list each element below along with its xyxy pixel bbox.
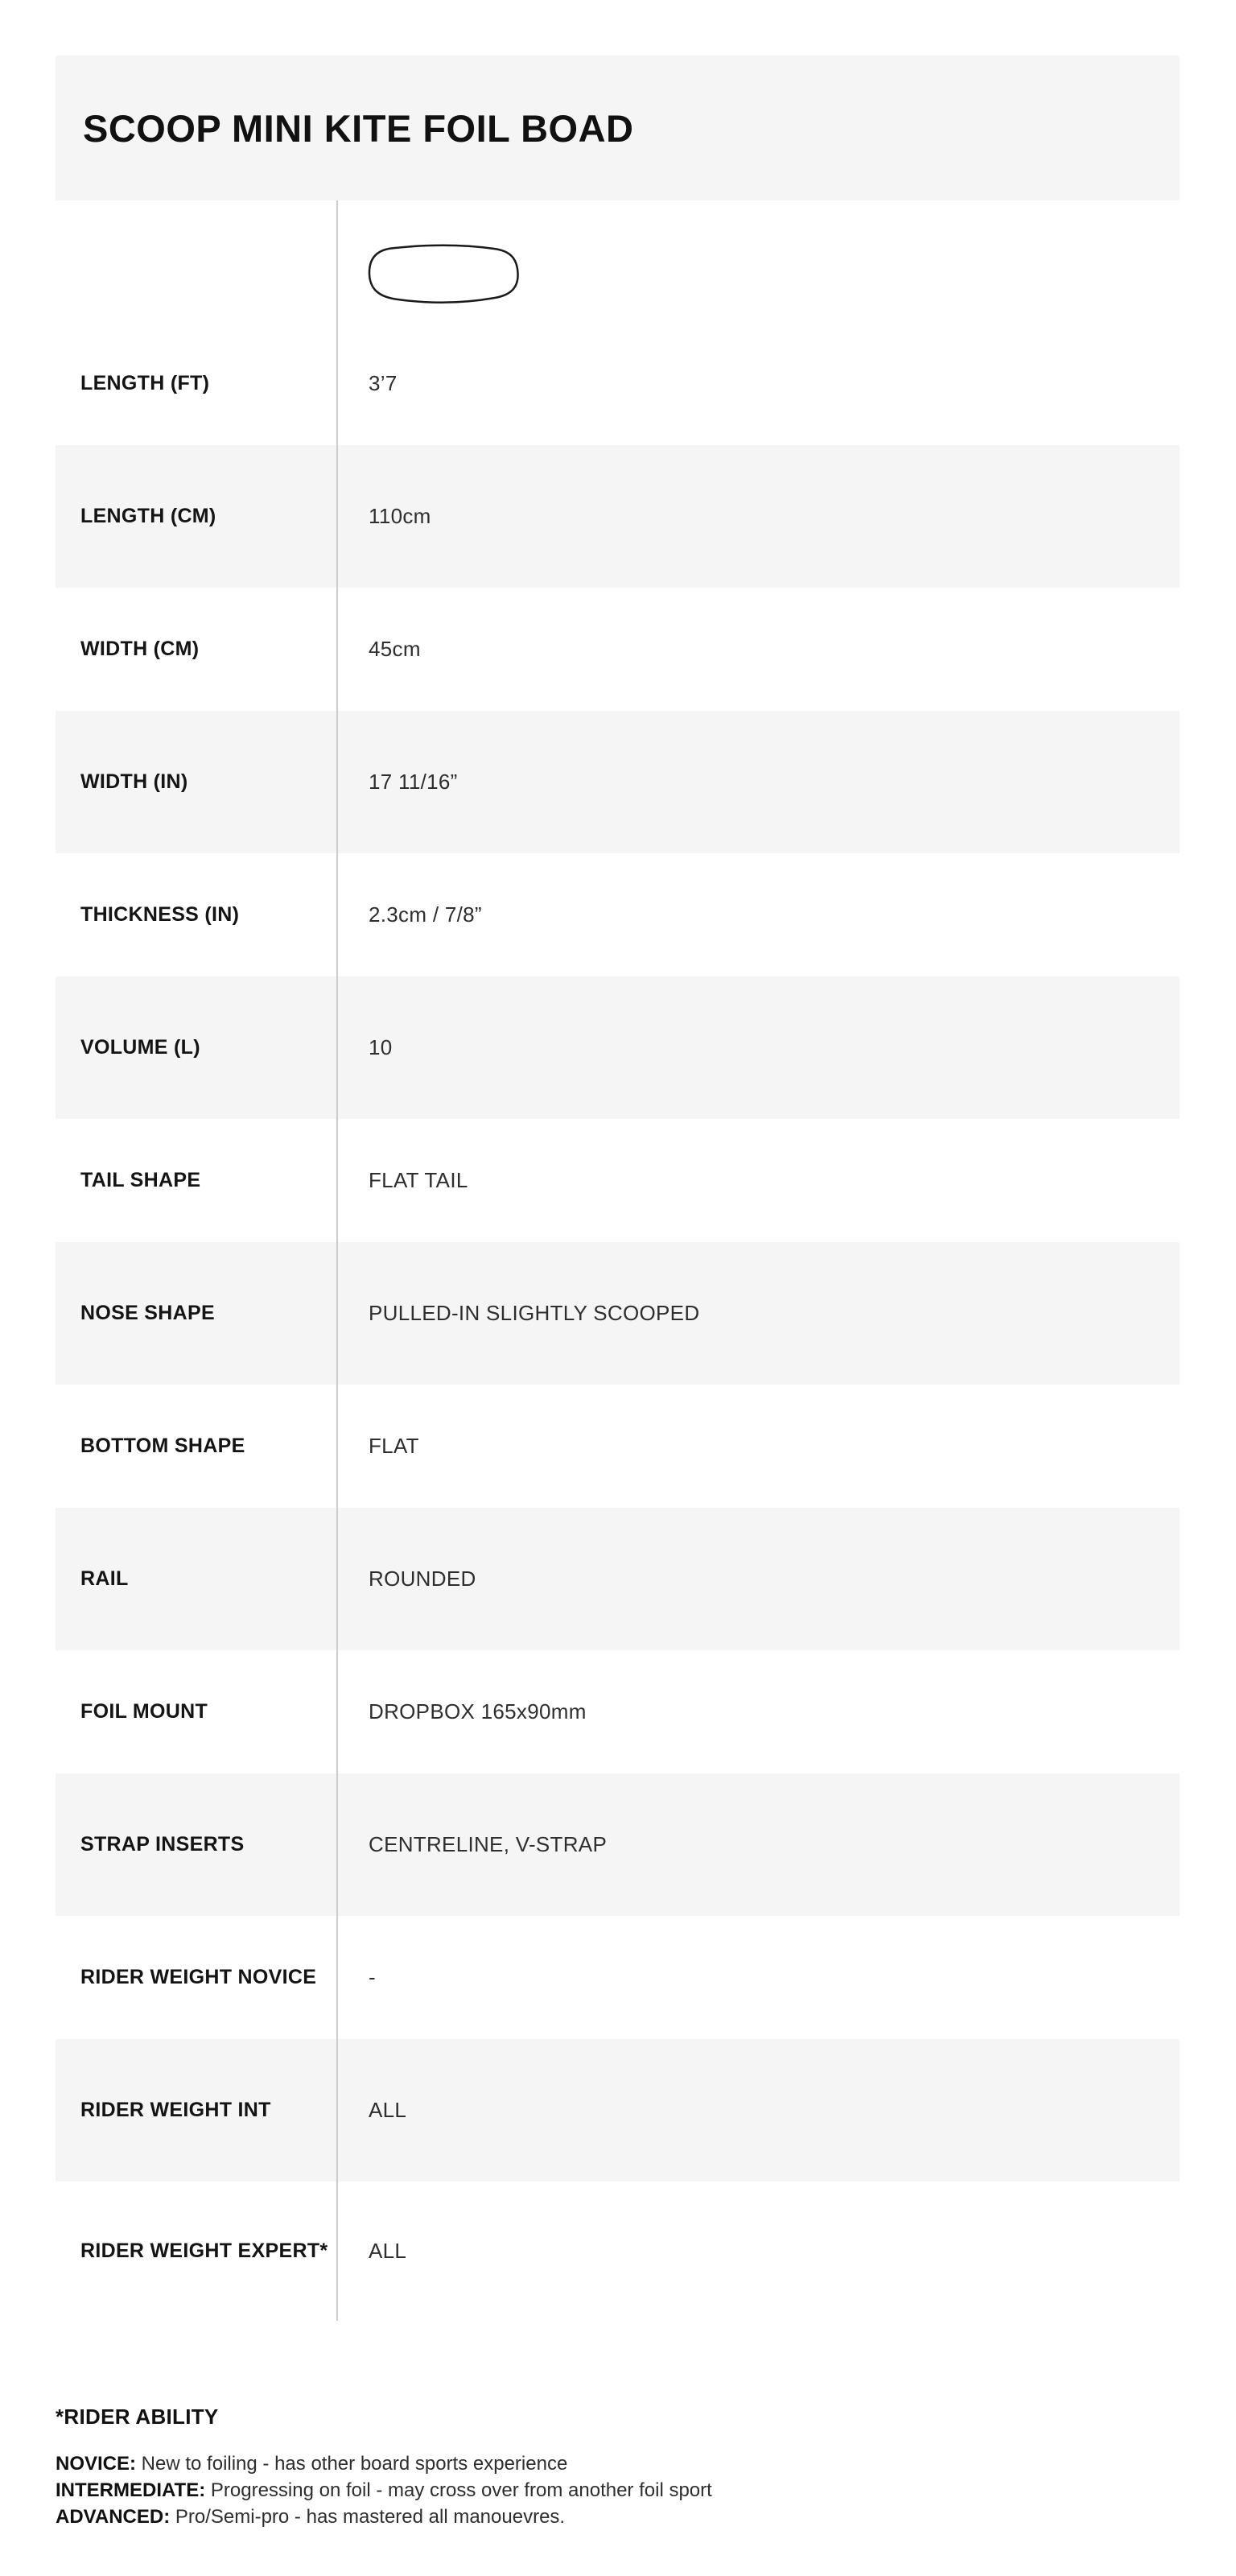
spec-value: 3’7 [369, 371, 398, 395]
spec-label: THICKNESS (IN) [56, 853, 338, 976]
spec-value: 17 11/16” [369, 770, 458, 794]
spec-label: LENGTH (FT) [56, 322, 338, 445]
spec-label: BOTTOM SHAPE [56, 1385, 338, 1508]
table-row [56, 322, 1180, 445]
note-term: ADVANCED: [56, 2506, 171, 2528]
note-term: INTERMEDIATE: [56, 2479, 206, 2501]
spec-value: 110cm [369, 504, 431, 528]
table-row [56, 2039, 1180, 2182]
table-row [56, 976, 1180, 1119]
table-row [56, 1773, 1180, 1916]
spec-label: RAIL [56, 1508, 338, 1650]
rider-ability-footer [56, 2405, 1180, 2530]
table-row [56, 2182, 1180, 2321]
spec-value: 2.3cm / 7/8” [369, 902, 482, 927]
table-row [56, 1242, 1180, 1385]
spec-table-body [56, 322, 1180, 2321]
spec-value: 45cm [369, 637, 421, 661]
page-header [56, 56, 1180, 200]
board-shape-row-label-cell [56, 200, 338, 322]
rider-ability-note [56, 2450, 1180, 2477]
spec-label: RIDER WEIGHT INT [56, 2039, 338, 2182]
note-desc: New to foiling - has other board sports experience [136, 2453, 568, 2475]
spec-value: PULLED-IN SLIGHTLY SCOOPED [369, 1301, 700, 1325]
table-row [56, 1119, 1180, 1242]
spec-value: CENTRELINE, V-STRAP [369, 1832, 608, 1856]
table-row [56, 711, 1180, 853]
table-row [56, 588, 1180, 711]
spec-value: 10 [369, 1035, 393, 1059]
spec-value: DROPBOX 165x90mm [369, 1699, 587, 1724]
spec-label: WIDTH (CM) [56, 588, 338, 711]
spec-label: STRAP INSERTS [56, 1773, 338, 1916]
spec-label: VOLUME (L) [56, 976, 338, 1119]
spec-label: WIDTH (IN) [56, 711, 338, 853]
spec-label: FOIL MOUNT [56, 1650, 338, 1773]
table-row [56, 445, 1180, 588]
spec-label: NOSE SHAPE [56, 1242, 338, 1385]
table-row [56, 1650, 1180, 1773]
page-title: SCOOP MINI KITE FOIL BOAD [83, 106, 634, 150]
spec-value: - [369, 1965, 376, 1989]
table-row [56, 1385, 1180, 1508]
rider-ability-note [56, 2504, 1180, 2530]
spec-label: TAIL SHAPE [56, 1119, 338, 1242]
board-shape-row-value-cell [338, 200, 1180, 322]
note-desc: Progressing on foil - may cross over from another foil sport [205, 2479, 712, 2501]
rider-ability-note [56, 2477, 1180, 2504]
spec-value: ALL [369, 2239, 407, 2263]
spec-table [56, 200, 1180, 2321]
table-row [56, 1916, 1180, 2039]
spec-value: ALL [369, 2098, 407, 2122]
spec-section [56, 56, 1180, 2530]
spec-value: FLAT TAIL [369, 1168, 468, 1192]
note-desc: Pro/Semi-pro - has mastered all manouevres. [170, 2506, 566, 2528]
board-outline-icon [338, 200, 520, 307]
spec-value: ROUNDED [369, 1567, 476, 1591]
spec-label: LENGTH (CM) [56, 445, 338, 588]
board-shape-row [56, 200, 1180, 322]
note-term: NOVICE: [56, 2453, 137, 2475]
spec-label: RIDER WEIGHT EXPERT* [56, 2182, 338, 2321]
rider-ability-notes [56, 2450, 1180, 2530]
spec-label: RIDER WEIGHT NOVICE [56, 1916, 338, 2039]
spec-value: FLAT [369, 1434, 419, 1458]
table-row [56, 1508, 1180, 1650]
rider-ability-heading: *RIDER ABILITY [56, 2405, 219, 2429]
table-row [56, 853, 1180, 976]
